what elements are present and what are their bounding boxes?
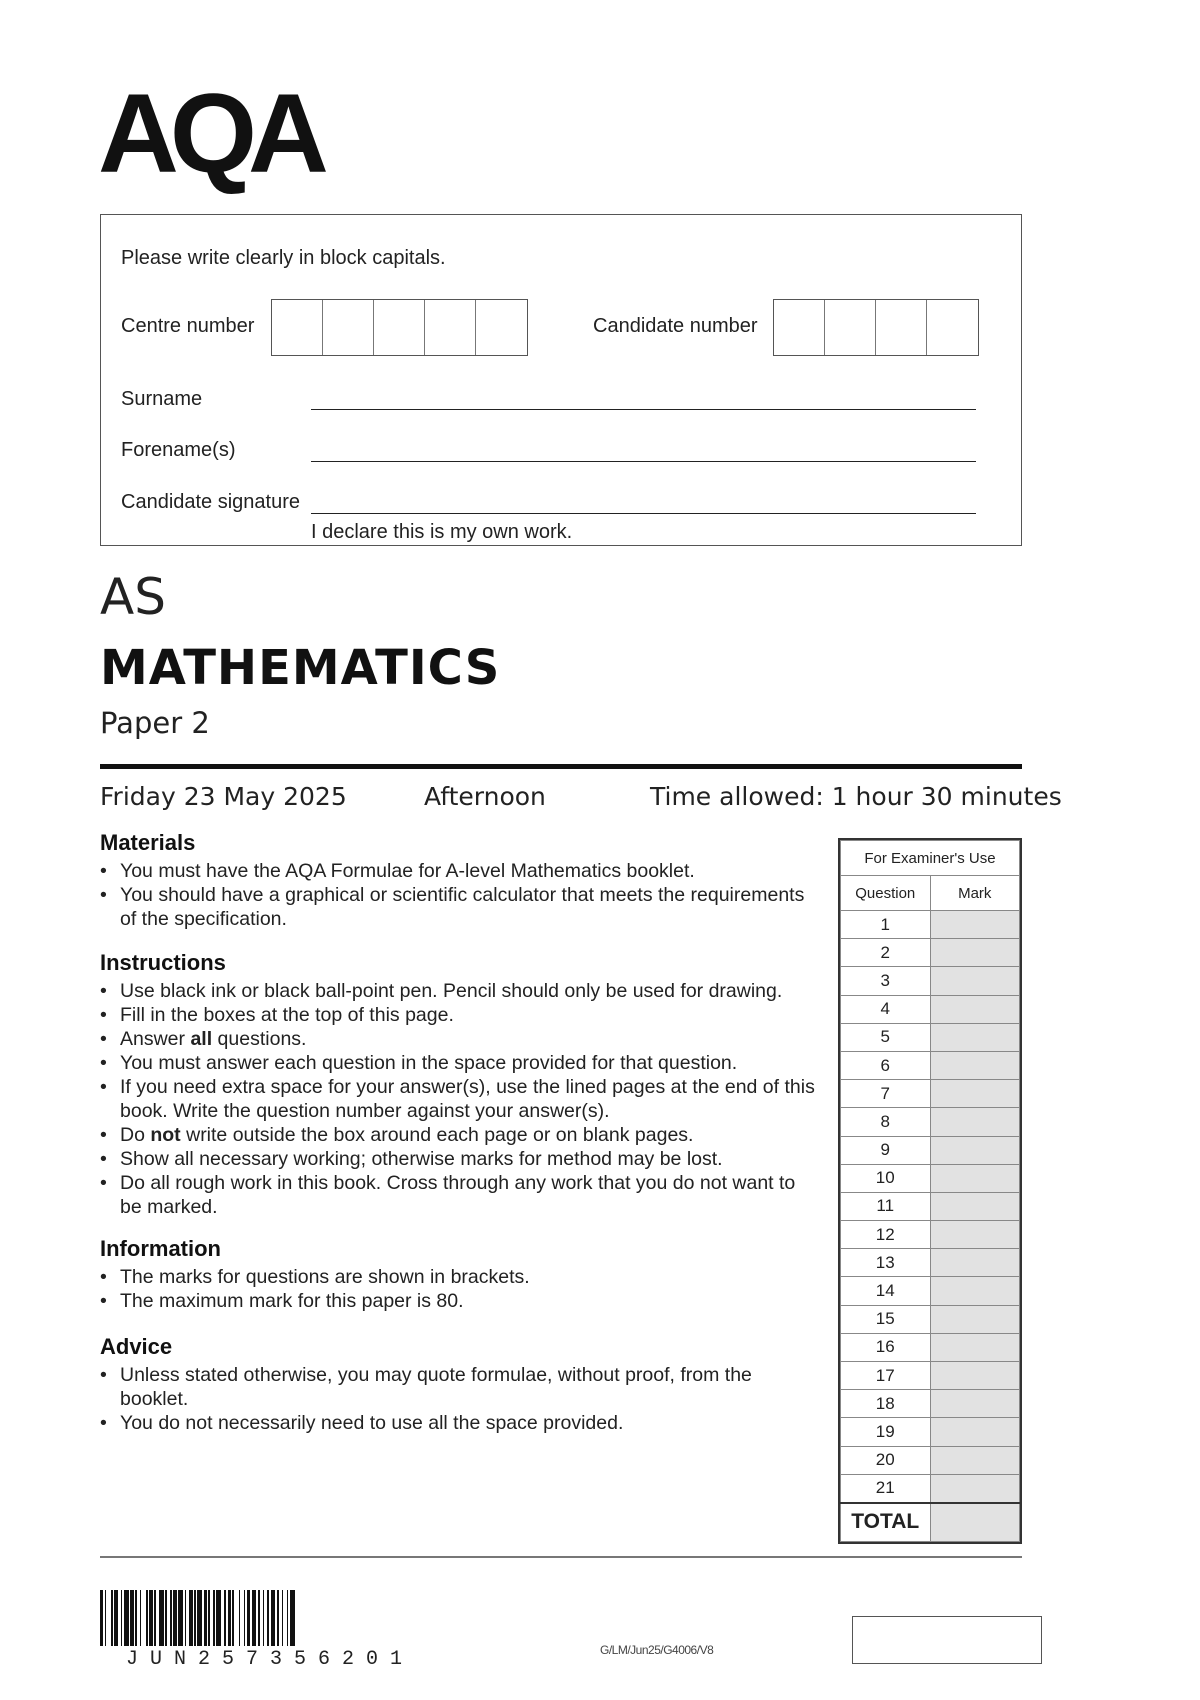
paper-reference: G/LM/Jun25/G4006/V8 xyxy=(600,1643,714,1657)
mark-cell[interactable] xyxy=(930,1362,1020,1390)
qualification-level: AS xyxy=(100,568,166,626)
signature-field[interactable] xyxy=(311,513,976,514)
aqa-logo: AQA xyxy=(98,71,320,196)
mark-cell[interactable] xyxy=(930,1023,1020,1051)
candidate-number-field[interactable] xyxy=(773,299,979,356)
exam-date: Friday 23 May 2025 xyxy=(100,782,347,811)
table-row xyxy=(841,1418,1020,1446)
mark-cell[interactable] xyxy=(930,967,1020,995)
candidate-number-label: Candidate number xyxy=(593,315,758,337)
footer-divider xyxy=(100,1556,1022,1558)
candidate-number-digit[interactable] xyxy=(774,300,825,355)
barcode-number: JUN257356201 xyxy=(126,1648,415,1671)
instructions-heading: Instructions xyxy=(100,950,226,975)
materials-section xyxy=(100,830,820,931)
mark-cell[interactable] xyxy=(930,1051,1020,1079)
list-item: • Show all necessary working; otherwise marks for method may be lost. xyxy=(100,1147,820,1171)
barcode xyxy=(100,1590,414,1671)
subject-title: MATHEMATICS xyxy=(100,640,501,696)
signature-label: Candidate signature xyxy=(121,491,301,513)
question-number: 11 xyxy=(841,1192,931,1220)
table-row xyxy=(841,1390,1020,1418)
mark-cell[interactable] xyxy=(930,939,1020,967)
information-heading: Information xyxy=(100,1236,221,1261)
question-number: 4 xyxy=(841,995,931,1023)
table-row xyxy=(841,1446,1020,1474)
materials-heading: Materials xyxy=(100,830,196,855)
question-number: 12 xyxy=(841,1221,931,1249)
mark-cell[interactable] xyxy=(930,1418,1020,1446)
block-capitals-instruction: Please write clearly in block capitals. xyxy=(121,247,446,269)
table-row xyxy=(841,1136,1020,1164)
mark-cell[interactable] xyxy=(930,911,1020,939)
mark-cell[interactable] xyxy=(930,1221,1020,1249)
list-item: • Answer all questions. xyxy=(100,1027,820,1051)
table-row xyxy=(841,911,1020,939)
table-row xyxy=(841,1221,1020,1249)
question-number: 15 xyxy=(841,1305,931,1333)
centre-number-field[interactable] xyxy=(271,299,528,356)
list-item: • You must have the AQA Formulae for A-level Mathematics booklet. xyxy=(100,859,820,883)
centre-number-digit[interactable] xyxy=(323,300,374,355)
table-row xyxy=(841,1192,1020,1220)
surname-field[interactable] xyxy=(311,409,976,410)
paper-number: Paper 2 xyxy=(100,706,210,740)
question-number: 14 xyxy=(841,1277,931,1305)
examiner-use-table xyxy=(838,838,1022,1544)
table-row xyxy=(841,1474,1020,1503)
question-number: 8 xyxy=(841,1108,931,1136)
forenames-field[interactable] xyxy=(311,461,976,462)
mark-cell[interactable] xyxy=(930,1277,1020,1305)
table-row xyxy=(841,1108,1020,1136)
question-number: 5 xyxy=(841,1023,931,1051)
question-number: 13 xyxy=(841,1249,931,1277)
list-item: • The marks for questions are shown in brackets. xyxy=(100,1265,820,1289)
title-divider xyxy=(100,764,1022,769)
question-number: 9 xyxy=(841,1136,931,1164)
instructions-section xyxy=(100,950,820,1219)
question-number: 21 xyxy=(841,1474,931,1503)
table-row xyxy=(841,1305,1020,1333)
centre-number-digit[interactable] xyxy=(476,300,527,355)
advice-section xyxy=(100,1334,820,1435)
information-section xyxy=(100,1236,820,1313)
mark-cell[interactable] xyxy=(930,1474,1020,1503)
list-item: • Do not write outside the box around each page or on blank pages. xyxy=(100,1123,820,1147)
question-number: 20 xyxy=(841,1446,931,1474)
list-item: • Do all rough work in this book. Cross through any work that you do not want to be marked. xyxy=(100,1171,820,1219)
mark-cell[interactable] xyxy=(930,1446,1020,1474)
centre-number-digit[interactable] xyxy=(425,300,476,355)
question-number: 2 xyxy=(841,939,931,967)
exam-session: Afternoon xyxy=(424,782,546,811)
candidate-details-box xyxy=(100,214,1022,546)
mark-cell[interactable] xyxy=(930,1192,1020,1220)
mark-cell[interactable] xyxy=(930,1080,1020,1108)
table-row xyxy=(841,1051,1020,1079)
forenames-label: Forename(s) xyxy=(121,439,236,461)
question-number: 16 xyxy=(841,1333,931,1361)
table-row xyxy=(841,967,1020,995)
mark-cell[interactable] xyxy=(930,1249,1020,1277)
mark-cell[interactable] xyxy=(930,1390,1020,1418)
table-row xyxy=(841,1362,1020,1390)
list-item: • You must answer each question in the space provided for that question. xyxy=(100,1051,820,1075)
list-item: • The maximum mark for this paper is 80. xyxy=(100,1289,820,1313)
candidate-number-digit[interactable] xyxy=(927,300,978,355)
time-allowed: Time allowed: 1 hour 30 minutes xyxy=(650,782,1062,811)
table-row xyxy=(841,1249,1020,1277)
question-number: 1 xyxy=(841,911,931,939)
table-row xyxy=(841,1023,1020,1051)
question-number: 18 xyxy=(841,1390,931,1418)
centre-number-digit[interactable] xyxy=(272,300,323,355)
surname-label: Surname xyxy=(121,388,203,410)
candidate-number-digit[interactable] xyxy=(825,300,876,355)
question-number: 19 xyxy=(841,1418,931,1446)
list-item: • You do not necessarily need to use all the space provided. xyxy=(100,1411,820,1435)
page-box xyxy=(852,1616,1042,1664)
table-row xyxy=(841,939,1020,967)
mark-cell[interactable] xyxy=(930,1108,1020,1136)
list-item: • Use black ink or black ball-point pen. Pencil should only be used for drawing. xyxy=(100,979,820,1003)
question-column-header: Question xyxy=(841,876,931,911)
total-label: TOTAL xyxy=(841,1503,931,1542)
list-item: • Fill in the boxes at the top of this page. xyxy=(100,1003,820,1027)
table-row xyxy=(841,995,1020,1023)
table-row xyxy=(841,1333,1020,1361)
centre-number-digit[interactable] xyxy=(374,300,425,355)
list-item: • If you need extra space for your answer(s), use the lined pages at the end of this book. Write the question number against your answer(s). xyxy=(100,1075,820,1123)
list-item: • You should have a graphical or scientific calculator that meets the requirements of the specification. xyxy=(100,883,820,931)
declaration-text: I declare this is my own work. xyxy=(311,521,573,543)
mark-cell[interactable] xyxy=(930,1164,1020,1192)
candidate-number-digit[interactable] xyxy=(876,300,927,355)
list-item: • Unless stated otherwise, you may quote formulae, without proof, from the booklet. xyxy=(100,1363,820,1411)
examiner-use-title: For Examiner's Use xyxy=(841,841,1020,876)
mark-cell[interactable] xyxy=(930,1305,1020,1333)
mark-cell[interactable] xyxy=(930,995,1020,1023)
mark-cell[interactable] xyxy=(930,1136,1020,1164)
question-number: 10 xyxy=(841,1164,931,1192)
question-number: 17 xyxy=(841,1362,931,1390)
barcode-bar xyxy=(295,1590,298,1646)
mark-cell[interactable] xyxy=(930,1333,1020,1361)
barcode-bars xyxy=(100,1590,414,1646)
table-row xyxy=(841,1080,1020,1108)
advice-heading: Advice xyxy=(100,1334,173,1359)
table-row xyxy=(841,1277,1020,1305)
question-number: 3 xyxy=(841,967,931,995)
question-number: 6 xyxy=(841,1051,931,1079)
table-row xyxy=(841,1164,1020,1192)
total-mark-cell[interactable] xyxy=(930,1503,1020,1542)
question-number: 7 xyxy=(841,1080,931,1108)
centre-number-label: Centre number xyxy=(121,315,255,337)
mark-column-header: Mark xyxy=(930,876,1020,911)
